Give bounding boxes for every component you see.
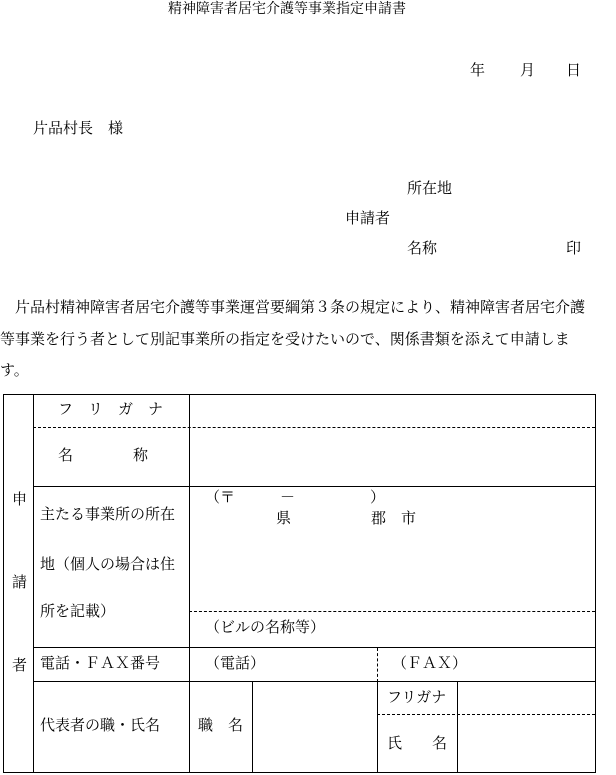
representative-label: 代表者の職・氏名 [40, 716, 161, 734]
rep-furigana-label: フリガナ [387, 688, 447, 706]
side-label-char-3: 者 [12, 656, 28, 674]
table-bottom-border [3, 772, 596, 773]
applicant-location-label: 所在地 [407, 179, 453, 197]
furigana-dashed-rule [33, 427, 595, 428]
table-top-border [3, 394, 596, 395]
rep-name-label: 氏 名 [387, 734, 448, 752]
date-year: 年 [470, 61, 486, 79]
table-left-border [3, 394, 4, 773]
applicant-name-label: 名称 [407, 239, 438, 257]
side-label-char-1: 申 [12, 490, 28, 508]
office-address-label-line-3: 所を記載） [40, 602, 116, 620]
date-day: 日 [566, 61, 582, 79]
table-right-border [595, 394, 596, 773]
phone-fax-divider [377, 648, 378, 682]
county-city-label: 郡 市 [371, 509, 417, 527]
office-row-rule [33, 647, 595, 648]
rep-furigana-dashed-rule [377, 714, 595, 715]
building-dashed-rule [189, 611, 595, 612]
position-column-divider [252, 682, 253, 773]
furigana-label: フ リ ガ ナ [58, 400, 164, 418]
rep-name-column-divider [377, 682, 378, 773]
building-name-note: （ビルの名称等） [205, 618, 326, 636]
fax-label: （ＦＡＸ） [392, 654, 468, 672]
position-label: 職 名 [198, 716, 244, 734]
rep-value-column-divider [457, 682, 458, 773]
seal-label: 印 [566, 239, 582, 257]
document-title: 精神障害者居宅介護等事業指定申請書 [168, 1, 406, 17]
postal-code-field: （〒 － ） [205, 488, 386, 506]
name-label: 名 称 [58, 446, 149, 464]
side-label-divider [33, 394, 34, 773]
phone-row-rule [33, 681, 595, 682]
body-line-1: 片品村精神障害者居宅介護等事業運営要綱第３条の規定により、精神障害者居宅介護 [0, 298, 586, 316]
office-address-label-line-1: 主たる事業所の所在 [40, 505, 176, 523]
name-row-rule [33, 486, 595, 487]
phone-label: （電話） [205, 654, 266, 672]
addressee: 片品村長 様 [33, 119, 124, 137]
prefecture-label: 県 [276, 509, 292, 527]
date-month: 月 [520, 61, 536, 79]
side-label-char-2: 請 [12, 573, 28, 591]
applicant-label: 申請者 [345, 209, 391, 227]
body-line-2: 等事業を行う者として別記事業所の指定を受けたいので、関係書類を添えて申請しま [0, 330, 570, 348]
office-address-label-line-2: 地（個人の場合は住 [40, 555, 176, 573]
body-line-3: す。 [0, 361, 29, 379]
phone-fax-label: 電話・ＦＡＸ番号 [40, 654, 161, 672]
label-column-divider [189, 394, 190, 773]
